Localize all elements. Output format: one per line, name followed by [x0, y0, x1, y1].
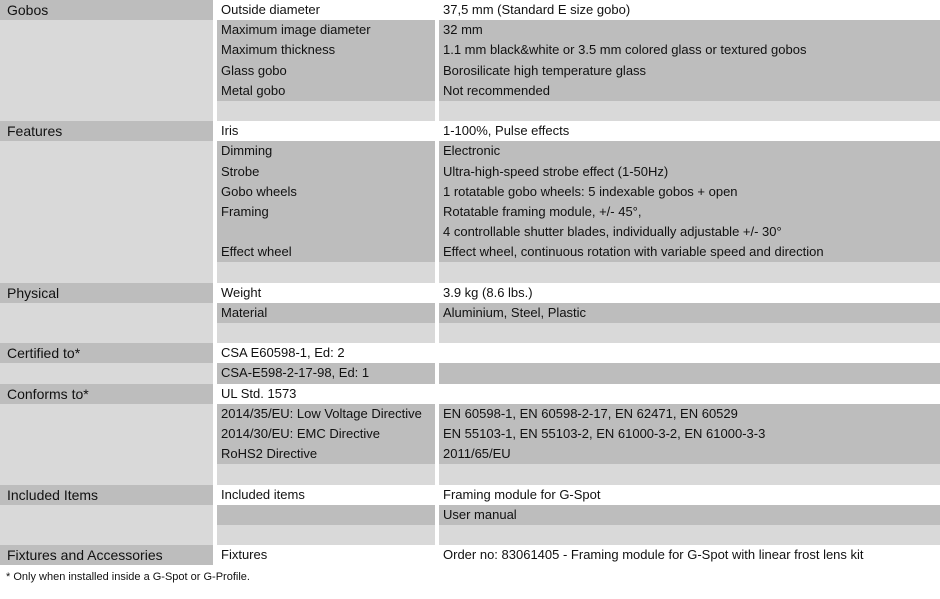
value-cell: 37,5 mm (Standard E size gobo): [443, 2, 631, 17]
value-cell: [439, 101, 940, 121]
value-cell: Electronic: [439, 141, 940, 161]
table-row: [0, 61, 940, 81]
table-row: [0, 242, 940, 262]
footnote: * Only when installed inside a G-Spot or G-Profile.: [6, 571, 250, 583]
category-cell: Gobos: [0, 0, 213, 20]
property-cell: CSA-E598-2-17-98, Ed: 1: [217, 363, 435, 383]
table-row: [0, 182, 940, 202]
property-cell: Maximum image diameter: [217, 20, 435, 40]
value-cell: [439, 343, 940, 363]
category-cell: [0, 202, 213, 222]
table-row: [0, 404, 940, 424]
category-cell: [0, 303, 213, 323]
property-cell: Dimming: [217, 141, 435, 161]
value-cell: EN 60598-1, EN 60598-2-17, EN 62471, EN 60529: [439, 404, 940, 424]
value-cell: Aluminium, Steel, Plastic: [439, 303, 940, 323]
category-cell: [0, 182, 213, 202]
property-cell: Fixtures: [221, 547, 268, 563]
property-cell: 2014/35/EU: Low Voltage Directive: [217, 404, 435, 424]
category-cell: Features: [0, 121, 213, 141]
spacer-row: [0, 464, 940, 484]
category-cell: [0, 20, 213, 40]
property-cell: [217, 464, 435, 484]
property-cell: Material: [217, 303, 435, 323]
spacer-row: [0, 323, 940, 343]
property-cell: Effect wheel: [217, 242, 435, 262]
section-row: [0, 343, 940, 363]
category-cell: [0, 40, 213, 60]
table-row: [0, 81, 940, 101]
value-cell: Not recommended: [439, 81, 940, 101]
value-cell: 4 controllable shutter blades, individually adjustable +/- 30°: [439, 222, 940, 242]
property-cell: [217, 262, 435, 282]
property-cell: Strobe: [217, 162, 435, 182]
property-cell: Iris: [221, 123, 239, 139]
category-cell: Physical: [0, 283, 213, 303]
property-cell: Metal gobo: [217, 81, 435, 101]
table-row: [0, 141, 940, 161]
property-cell: Glass gobo: [217, 61, 435, 81]
category-cell: [0, 242, 213, 262]
value-cell: EN 55103-1, EN 55103-2, EN 61000-3-2, EN 61000-3-3: [439, 424, 940, 444]
table-row: [0, 303, 940, 323]
section-row: [0, 283, 940, 303]
property-cell: Included items: [221, 486, 305, 502]
category-cell: [0, 404, 213, 424]
property-cell: 2014/30/EU: EMC Directive: [217, 424, 435, 444]
value-cell: [439, 384, 940, 404]
property-cell: [217, 525, 435, 545]
value-cell: 3.9 kg (8.6 lbs.): [443, 284, 533, 300]
table-row: [0, 444, 940, 464]
section-row: [0, 121, 940, 141]
property-cell: UL Std. 1573: [221, 385, 297, 401]
property-cell: CSA E60598-1, Ed: 2: [221, 345, 345, 361]
value-cell: [439, 262, 940, 282]
property-cell: Weight: [221, 284, 262, 300]
category-cell: [0, 424, 213, 444]
category-cell: [0, 505, 213, 525]
table-row: [0, 424, 940, 444]
section-row: [0, 0, 940, 20]
value-cell: 1-100%, Pulse effects: [443, 123, 570, 139]
property-cell: RoHS2 Directive: [217, 444, 435, 464]
category-cell: [0, 323, 213, 343]
value-cell: Rotatable framing module, +/- 45°,: [439, 202, 940, 222]
table-row: [0, 222, 940, 242]
category-cell: Included Items: [0, 485, 213, 505]
value-cell: 32 mm: [439, 20, 940, 40]
property-cell: [217, 101, 435, 121]
section-row: [0, 545, 940, 565]
category-cell: Conforms to*: [0, 384, 213, 404]
property-cell: Outside diameter: [221, 2, 320, 17]
category-cell: [0, 162, 213, 182]
table-row: [0, 20, 940, 40]
category-cell: [0, 262, 213, 282]
category-cell: Fixtures and Accessories: [0, 545, 213, 565]
value-cell: 1.1 mm black&white or 3.5 mm colored glass or textured gobos: [439, 40, 940, 60]
category-cell: [0, 363, 213, 383]
value-cell: [439, 323, 940, 343]
value-cell: Effect wheel, continuous rotation with variable speed and direction: [439, 242, 940, 262]
property-cell: [217, 222, 435, 242]
category-cell: [0, 222, 213, 242]
value-cell: [439, 525, 940, 545]
table-row: [0, 40, 940, 60]
value-cell: [439, 464, 940, 484]
property-cell: [217, 323, 435, 343]
value-cell: 1 rotatable gobo wheels: 5 indexable gobos + open: [439, 182, 940, 202]
value-cell: User manual: [439, 505, 940, 525]
category-cell: [0, 464, 213, 484]
table-row: [0, 505, 940, 525]
category-cell: [0, 81, 213, 101]
value-cell: Borosilicate high temperature glass: [439, 61, 940, 81]
property-cell: [217, 505, 435, 525]
value-cell: 2011/65/EU: [439, 444, 940, 464]
property-cell: Maximum thickness: [217, 40, 435, 60]
spacer-row: [0, 262, 940, 282]
spacer-row: [0, 525, 940, 545]
value-cell: Ultra-high-speed strobe effect (1-50Hz): [439, 162, 940, 182]
section-row: [0, 485, 940, 505]
property-cell: Gobo wheels: [217, 182, 435, 202]
value-cell: [439, 363, 940, 383]
category-cell: [0, 525, 213, 545]
spacer-row: [0, 101, 940, 121]
table-row: [0, 202, 940, 222]
category-cell: [0, 61, 213, 81]
category-cell: Certified to*: [0, 343, 213, 363]
category-cell: [0, 444, 213, 464]
table-row: [0, 363, 940, 383]
category-cell: [0, 141, 213, 161]
value-cell: Framing module for G-Spot: [443, 486, 601, 502]
table-row: [0, 162, 940, 182]
value-cell: Order no: 83061405 - Framing module for G-Spot with linear frost lens kit: [443, 547, 864, 563]
property-cell: Framing: [217, 202, 435, 222]
category-cell: [0, 101, 213, 121]
section-row: [0, 384, 940, 404]
